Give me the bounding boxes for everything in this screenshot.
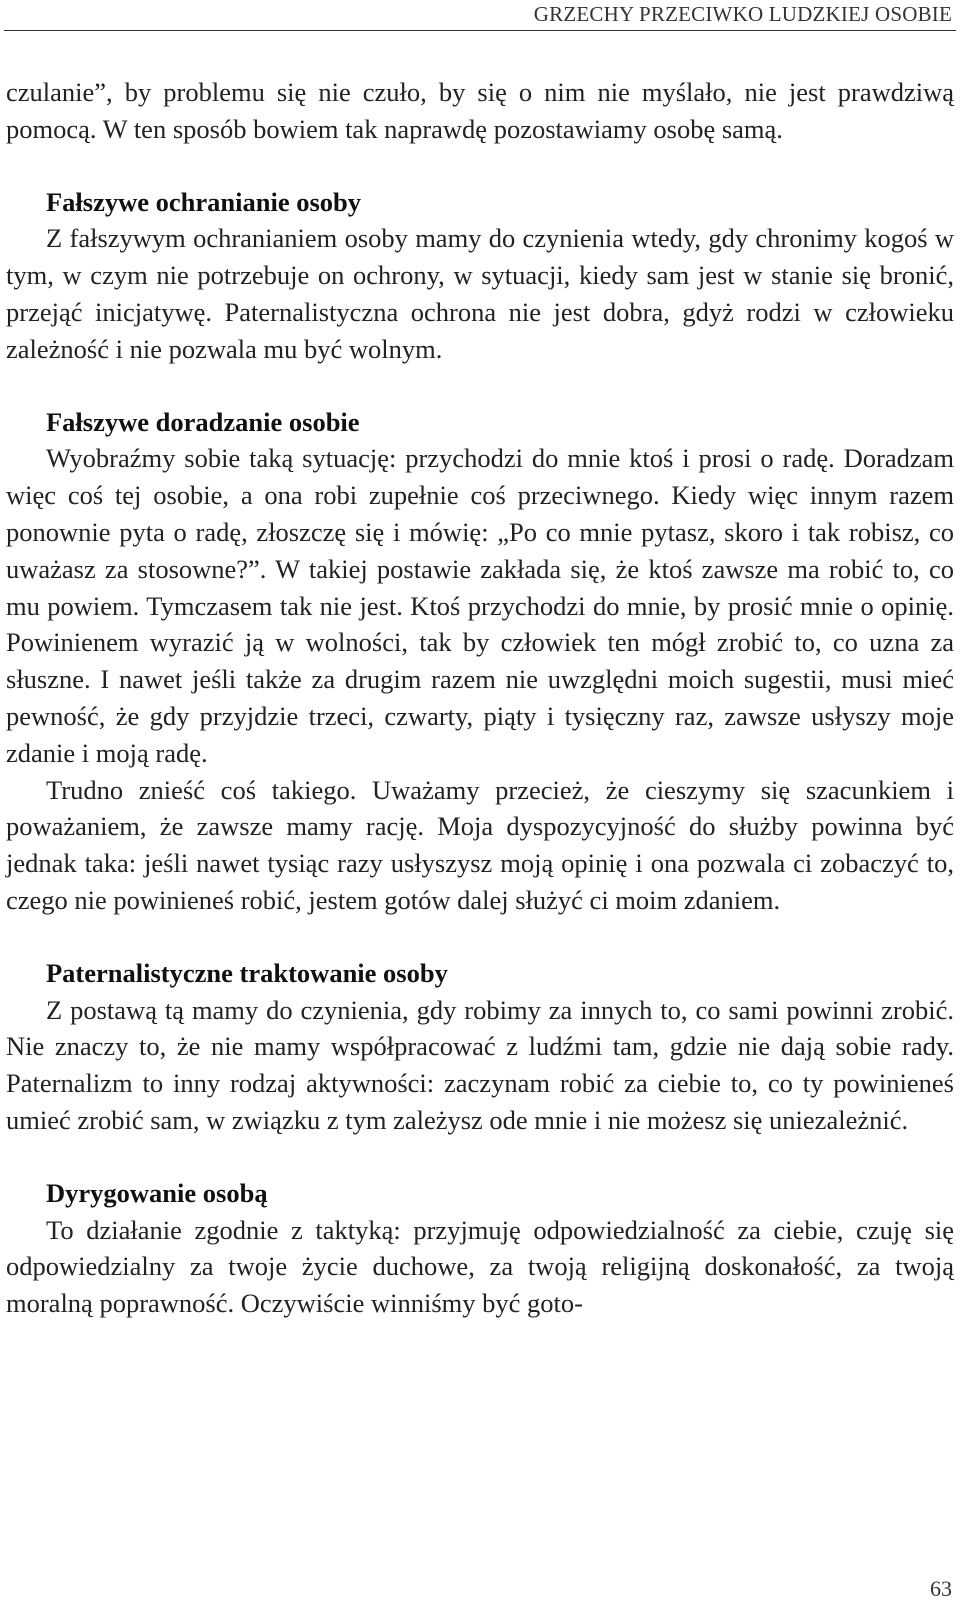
page-body [6, 74, 954, 1322]
section-paragraph: To działanie zgodnie z taktyką: przyjmuję odpowiedzialność za ciebie, czuję się odpowiedzialny za twoje życie duchowe, za twoją religijną doskonałość, za twoją moralną poprawność. Oczywiście winniśmy być goto- [6, 1214, 954, 1319]
section-paragraph: Z fałszywym ochranianiem osoby mamy do czynienia wtedy, gdy chronimy kogoś w tym, w czym nie potrzebuje on ochrony, w sytuacji, kiedy sam jest w stanie się bronić, przejąć inicjatywę. Paternalistyczna ochrona nie jest dobra, gdyż rodzi w człowieku zależność i nie pozwala mu być wolnym. [6, 223, 954, 364]
section-heading: Paternalistyczne traktowanie osoby [46, 957, 448, 988]
running-head: GRZECHY PRZECIWKO LUDZKIEJ OSOBIE [533, 2, 952, 26]
opening-paragraph: czulanie”, by problemu się nie czuło, by się o nim nie myślało, nie jest prawdziwą pomocą. W ten sposób bowiem tak naprawdę pozostawiamy osobę samą. [6, 77, 954, 144]
section-paternalistyczne-traktowanie [6, 955, 954, 1139]
section-paragraph: Wyobraźmy sobie taką sytuację: przychodzi do mnie ktoś i prosi o radę. Doradzam więc coś tej osobie, a ona robi zupełnie coś przeciwnego. Kiedy więc innym razem ponownie pyta o radę, złoszczę się i mówię: „Po co mnie pytasz, skoro i tak robisz, co uważasz za stosowne?”. W takiej postawie zakłada się, że ktoś zawsze ma robić to, co mu powiem. Tymczasem tak nie jest. Ktoś przychodzi do mnie, by prosić mnie o opinię. Powinienem wyrazić ją w wolności, tak by człowiek ten mógł zrobić to, co uzna za słuszne. I nawet jeśli także za drugim razem nie uwzględni moich sugestii, musi mieć pewność, że gdy przyjdzie trzeci, czwarty, piąty i tysięczny raz, zawsze usłyszy moje zdanie i moją radę. [6, 443, 954, 768]
header-rule [4, 30, 956, 31]
section-heading: Fałszywe ochranianie osoby [46, 186, 362, 217]
section-paragraph: Trudno znieść coś takiego. Uważamy przecież, że cieszymy się szacunkiem i poważaniem, że zawsze mamy rację. Moja dyspozycyjność do służby powinna być jednak taka: jeśli nawet tysiąc razy usłyszysz moją opinię i ona pozwala ci zobaczyć to, czego nie powinieneś robić, jestem gotów dalej służyć ci moim zdaniem. [6, 774, 954, 915]
section-falszywe-ochranianie [6, 184, 954, 368]
section-falszywe-doradzanie [6, 404, 954, 919]
page-number: 63 [930, 1576, 952, 1601]
section-heading: Dyrygowanie osobą [46, 1177, 268, 1208]
section-paragraph: Z postawą tą mamy do czynienia, gdy robimy za innych to, co sami powinni zrobić. Nie znaczy to, że nie mamy współpracować z ludźmi tam, gdzie nie dają sobie rady. Paternalizm to inny rodzaj aktywności: zaczynam robić za ciebie to, co ty powinieneś umieć zrobić sam, w związku z tym zależysz ode mnie i nie możesz się uniezależnić. [6, 994, 954, 1135]
section-heading: Fałszywe doradzanie osobie [46, 406, 360, 437]
section-dyrygowanie [6, 1175, 954, 1322]
